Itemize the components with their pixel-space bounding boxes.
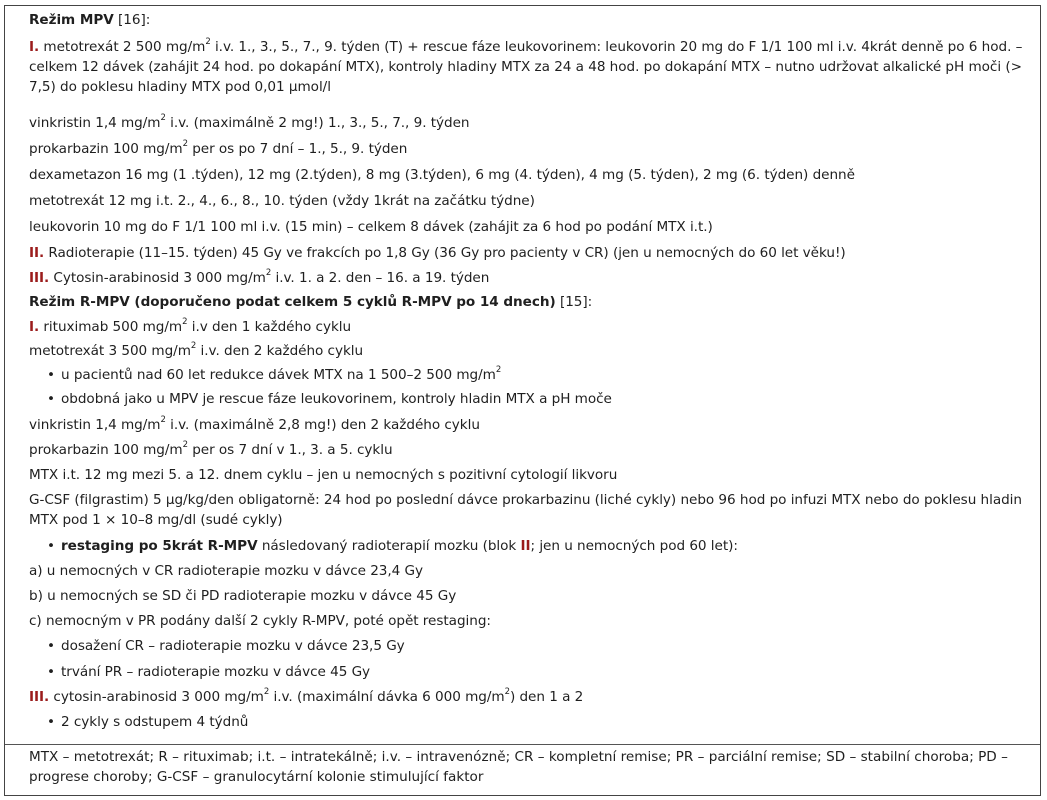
list-item: • trvání PR – radioterapie mozku v dávce 45 Gy — [47, 664, 371, 680]
roman-numeral: II — [520, 538, 531, 554]
rmpv-rituximab: I. rituximab 500 $mg/m^2$ i.v den 1 každého cyklu — [29, 317, 352, 335]
rmpv-option-a: a) u nemocných v CR radioterapie mozku v dávce 23,4 Gy — [29, 563, 424, 579]
mpv-heading — [29, 10, 1024, 30]
rmpv-mtx-it: MTX i.t. 12 mg mezi 5. a 12. dnem cyklu – jen u nemocných s pozitivní cytologií likvoru — [29, 467, 618, 483]
mpv-block-i: I. metotrexát 2 500 $mg/m^2$ i.v. 1., 3., 5., 7., 9. týden (T) + rescue fáze leukovorinem: leukovorin 20 mg do F 1/1 100 ml i.v. 4krát denně po 6 hod. – celkem 12 dávek (zahájit 24 hod. po dokapání MTX), kontroly hladiny MTX za 24 a 48 hod. po dokapání MTX – nutno udržovat alkalické pH moči (> 7,5) do poklesu hladiny MTX pod 0,01 µmol/l — [29, 37, 1023, 95]
footnote: MTX – metotrexát; R – rituximab; i.t. – intratekálně; i.v. – intravenózně; CR – kompletní remise; PR – parciální remise; SD – stabilní choroba; PD – progrese choroby; G-CSF – granulocytární kolonie stimulující faktor — [29, 749, 1008, 785]
mpv-prokarbazin: prokarbazin 100 $mg/m^2$ per os po 7 dní – 1., 5., 9. týden — [29, 139, 408, 157]
bullet-icon: • — [47, 391, 55, 407]
roman-numeral: III. — [29, 689, 50, 705]
mpv-ref: [16]: — [118, 12, 151, 28]
rmpv-gcsf: G-CSF (filgrastim) 5 µg/kg/den obligatorně: 24 hod po poslední dávce prokarbazinu (liché cykly) nebo 96 hod po infuzi MTX nebo do poklesu hladin MTX pod 1 × 10–8 mg/dl (sudé cykly) — [29, 492, 1022, 528]
mpv-dexametazon: dexametazon 16 mg (1 .týden), 12 mg (2.týden), 8 mg (3.týden), 6 mg (4. týden), 4 mg (5. týden), 2 mg (6. týden) denně — [29, 167, 855, 183]
mpv-leukovorin: leukovorin 10 mg do F 1/1 100 ml i.v. (15 min) – celkem 8 dávek (zahájit za 6 hod po podání MTX i.t.) — [29, 219, 713, 235]
mpv-title: Režim MPV — [29, 12, 114, 28]
bullet-icon: • — [47, 714, 55, 730]
rmpv-metotrexat: metotrexát 3 500 $mg/m^2$ i.v. den 2 každého cyklu — [29, 341, 364, 359]
list-item: • dosažení CR – radioterapie mozku v dávce 23,5 Gy — [47, 638, 405, 654]
rmpv-ref: [15]: — [559, 294, 593, 310]
rmpv-vinkristin: vinkristin 1,4 $mg/m^2$ i.v. (maximálně 2,8 mg!) den 2 každého cyklu — [29, 415, 480, 433]
bullet-icon: • — [47, 638, 55, 654]
list-item: • restaging po 5krát R-MPV následovaný radioterapií mozku (blok II; jen u nemocných pod 60 let): — [47, 538, 738, 554]
roman-numeral: I. — [29, 39, 40, 55]
mpv-block-iii: III. Cytosin-arabinosid 3 000 $mg/m^2$ i.v. 1. a 2. den – 16. a 19. týden — [29, 268, 490, 286]
mpv-vinkristin: vinkristin 1,4 $mg/m^2$ i.v. (maximálně 2 mg!) 1., 3., 5., 7., 9. týden — [29, 113, 470, 131]
rmpv-heading — [29, 292, 1024, 312]
rmpv-option-b: b) u nemocných se SD či PD radioterapie mozku v dávce 45 Gy — [29, 588, 457, 604]
rmpv-prokarbazin: prokarbazin 100 $mg/m^2$ per os 7 dní v 1., 3. a 5. cyklu — [29, 440, 393, 458]
list-item: • 2 cykly s odstupem 4 týdnů — [47, 714, 249, 730]
list-item: • obdobná jako u MPV je rescue fáze leukovorinem, kontroly hladin MTX a pH moče — [47, 391, 612, 407]
roman-numeral: III. — [29, 270, 50, 286]
regimen-table — [4, 5, 1041, 796]
mpv-block-ii: II. Radioterapie (11–15. týden) 45 Gy ve frakcích po 1,8 Gy (36 Gy pro pacienty v CR) (jen u nemocných do 60 let věku!) — [29, 245, 846, 261]
divider — [5, 744, 1040, 745]
rmpv-block-iii: III. cytosin-arabinosid 3 000 $mg/m^2$ i.v. (maximální dávka 6 000 $mg/m^2$) den 1 a 2 — [29, 687, 584, 705]
mpv-mtx-it: metotrexát 12 mg i.t. 2., 4., 6., 8., 10. týden (vždy 1krát na začátku týdne) — [29, 193, 535, 209]
roman-numeral: I. — [29, 319, 40, 335]
bullet-icon: • — [47, 367, 55, 383]
list-item: • u pacientů nad 60 let redukce dávek MTX na 1 500–2 500 $mg/m^2$ — [47, 365, 502, 383]
roman-numeral: II. — [29, 245, 45, 261]
bullet-icon: • — [47, 664, 55, 680]
bullet-icon: • — [47, 538, 55, 554]
rmpv-title: Režim R-MPV (doporučeno podat celkem 5 cyklů R-MPV po 14 dnech) — [29, 294, 556, 310]
rmpv-option-c: c) nemocným v PR podány další 2 cykly R-MPV, poté opět restaging: — [29, 613, 491, 629]
